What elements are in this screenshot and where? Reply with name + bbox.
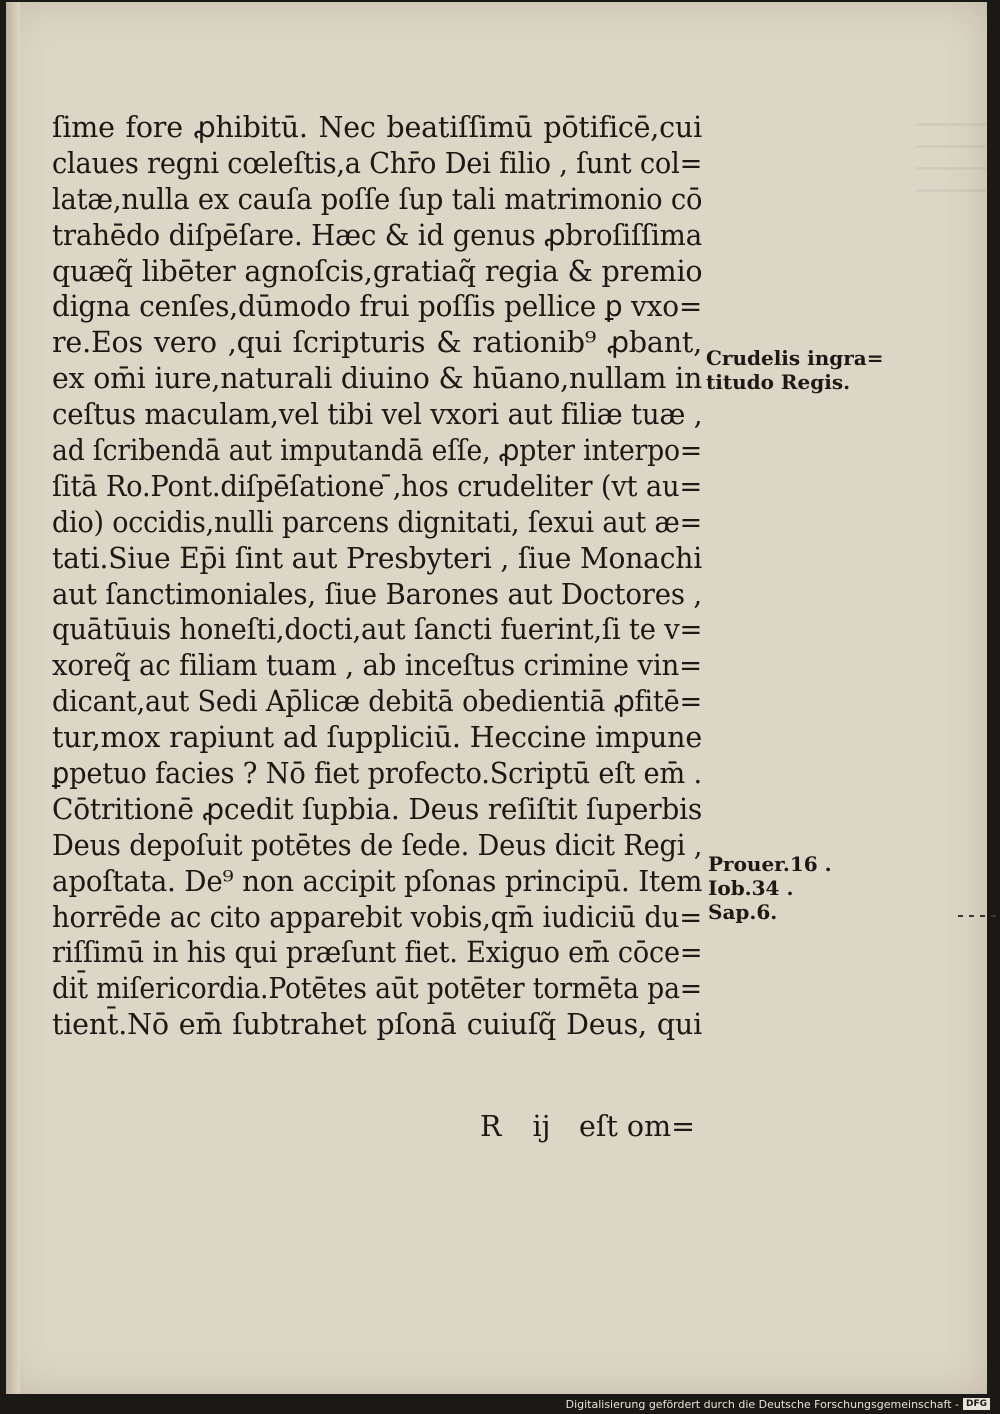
margin-note-line: Prouer.16 . <box>708 852 832 876</box>
text-line: trahēdo diſpēſare. Hæc & id genus ꝓbroſiſſima <box>52 218 702 252</box>
main-text-block <box>52 110 702 1043</box>
dfg-logo-icon: DFG <box>963 1398 990 1410</box>
text-line: dit̄ miſericordia.Potētes aūt potēter tormēta pa= <box>52 972 702 1006</box>
signature-letter: R <box>480 1110 502 1143</box>
footer-credit <box>566 1396 990 1412</box>
text-line: latæ,nulla ex cauſa poſſe ſup tali matrimonio cō <box>52 182 703 216</box>
margin-note-line: Crudelis ingra= <box>706 346 884 370</box>
text-line: xoreq̃ ac filiam tuam , ab inceſtus crimine vin= <box>52 649 702 683</box>
catchword-line <box>480 1110 695 1143</box>
text-line: Deus depoſuit potētes de ſede. Deus dicit Regi , <box>52 828 703 862</box>
signature-number: ij <box>532 1110 551 1143</box>
text-line: tient̄.Nō em̄ ſubtrahet pſonā cuiuſq̃ Deus, qui <box>52 1008 702 1042</box>
text-line: claues regni cœleſtis,a Chr̄o Dei filio , ſunt col= <box>52 146 703 180</box>
text-line: horrēde ac cito apparebit vobis,qm̄ iudiciū du= <box>52 900 702 934</box>
text-line: ſime fore ꝓhibitū. Nec beatiſſimū pōtificē,cui <box>52 111 702 144</box>
text-line: digna cenſes,dūmodo frui poſſis pellice ꝑ vxo= <box>52 290 703 324</box>
text-line: ſitā Ro.Pont.diſpēſatione ̄,hos crudeliter (vt au= <box>52 469 702 503</box>
margin-note-crudelis <box>706 346 884 394</box>
edge-marks <box>958 915 998 917</box>
text-line: tur,mox rapiunt ad ſuppliciū. Heccine impune <box>52 721 702 755</box>
text-line: riſſimū in his qui præſunt fiet. Exiguo em̄ cōce= <box>52 936 703 970</box>
show-through-text <box>916 112 986 192</box>
text-line: ad ſcribendā aut imputandā eſſe, ꝓpter interpo= <box>52 434 702 468</box>
text-line: tati.Siue Ep̄i ſint aut Presbyteri , ſiue Monachi <box>52 541 702 575</box>
text-line: aut ſanctimoniales, ſiue Barones aut Doctores , <box>52 577 702 611</box>
footer-text: Digitalisierung gefördert durch die Deutsche Forschungsgemeinschaft - <box>565 1397 959 1411</box>
catchword: eſt om= <box>579 1110 695 1143</box>
text-line: apoſtata. De⁹ non accipit pſonas principū. Item <box>52 864 703 898</box>
text-line: dicant,aut Sedi Ap̄licæ debitā obedientiā ꝓfitē= <box>52 685 702 719</box>
text-line: re.Eos vero ,qui ſcripturis & rationib⁹ ꝓbant, <box>52 326 702 360</box>
margin-note-line: titudo Regis. <box>706 370 851 394</box>
margin-note-line: Sap.6. <box>708 900 778 924</box>
text-line: ex om̄i iure,naturali diuino & hūano,nullam in <box>52 362 703 396</box>
text-line: quātūuis honeſti,docti,aut ſancti fuerint,ſi te v= <box>52 613 703 647</box>
margin-note-references <box>708 852 832 924</box>
text-line: quæq̃ libēter agnoſcis,gratiaq̃ regia & premio <box>52 254 703 288</box>
margin-note-line: Iob.34 . <box>708 876 794 900</box>
text-line: Cōtritionē ꝓcedit ſupbia. Deus reſiſtit ſuperbis <box>52 792 703 826</box>
text-line: ceſtus maculam,vel tibi vel vxori aut filiæ tuæ , <box>52 398 703 432</box>
text-line: dio) occidis,nulli parcens dignitati, ſexui aut æ= <box>52 505 702 539</box>
text-line: ꝑpetuo facies ? Nō fiet profecto.Scriptū eſt em̄ . <box>52 757 702 791</box>
signature-mark <box>480 1110 550 1143</box>
